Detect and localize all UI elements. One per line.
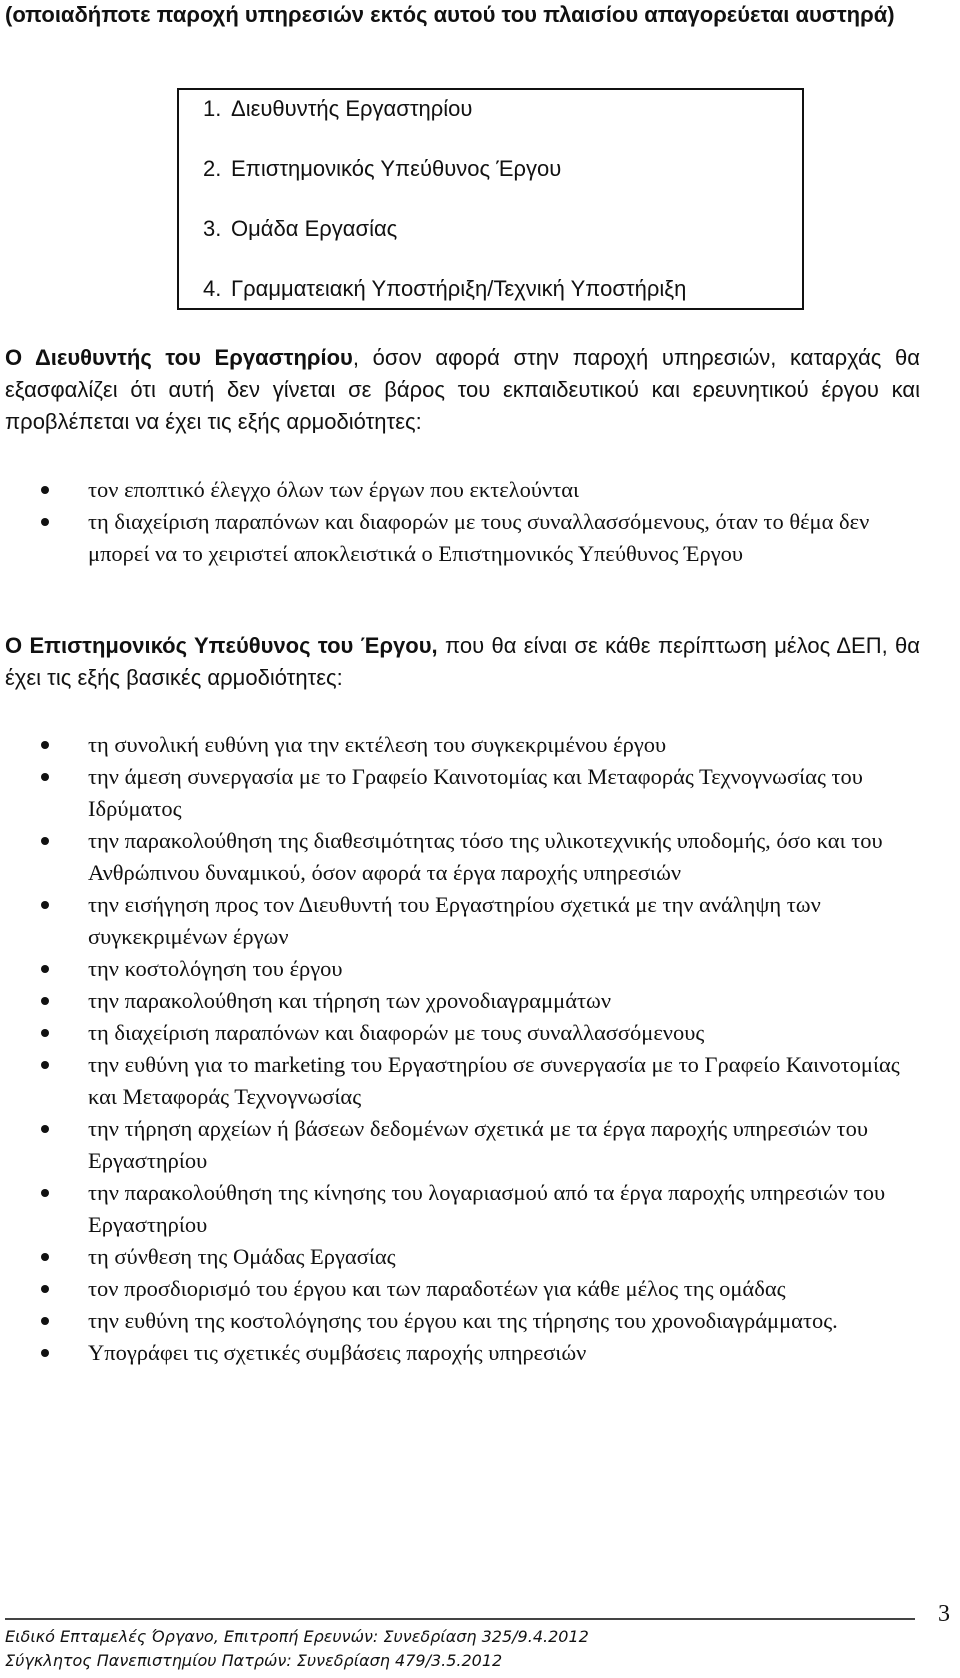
role-number: 4. (203, 276, 222, 301)
footer-line-2: Σύγκλητος Πανεπιστημίου Πατρών: Συνεδρίαση 479/3.5.2012 (5, 1651, 503, 1670)
scientific-lead-duties-list (0, 729, 930, 1369)
role-label: Ομάδα Εργασίας (231, 216, 398, 241)
bullet-icon (41, 1061, 49, 1069)
bullet-icon (41, 518, 49, 526)
list-item: τη διαχείριση παραπόνων και διαφορών με τους συναλλασσόμενους, όταν το θέμα δεν μπορεί να το χειριστεί αποκλειστικά ο Επιστημονικός Υπεύθυνος Έργου (0, 506, 930, 570)
bullet-icon (41, 837, 49, 845)
bullet-icon (41, 1253, 49, 1261)
list-item: τη σύνθεση της Ομάδας Εργασίας (0, 1241, 930, 1273)
list-item: την παρακολούθηση της κίνησης του λογαριασμού από τα έργα παροχής υπηρεσιών του Εργαστηρίου (0, 1177, 930, 1241)
director-text: , όσον αφορά στην παροχή υπηρεσιών, καταρχάς θα εξασφαλίζει ότι αυτή δεν γίνεται σε βάρος του εκπαιδευτικού και ερευνητικού έργου και προβλέπεται να έχει τις εξής αρμοδιότητες: (5, 345, 921, 434)
role-item (203, 276, 686, 302)
list-item: την ευθύνη της κοστολόγησης του έργου και της τήρησης του χρονοδιαγράμματος. (0, 1305, 930, 1337)
role-label: Γραμματειακή Υποστήριξη/Τεχνική Υποστήριξη (231, 276, 687, 301)
bullet-icon (41, 1189, 49, 1197)
bullet-icon (41, 486, 49, 494)
role-label: Επιστημονικός Υπεύθυνος Έργου (231, 156, 562, 181)
bullet-icon (41, 901, 49, 909)
list-item: τη διαχείριση παραπόνων και διαφορών με τους συναλλασσόμενους (0, 1017, 930, 1049)
intro-note: (οποιαδήποτε παροχή υπηρεσιών εκτός αυτού του πλαισίου απαγορεύεται αυστηρά) (5, 2, 895, 27)
list-item: Υπογράφει τις σχετικές συμβάσεις παροχής υπηρεσιών (0, 1337, 930, 1369)
bullet-icon (41, 1349, 49, 1357)
list-item: την κοστολόγηση του έργου (0, 953, 930, 985)
director-heading: Ο Διευθυντής του Εργαστηρίου (5, 345, 353, 370)
footer-divider (5, 1618, 915, 1620)
bullet-icon (41, 1029, 49, 1037)
bullet-icon (41, 1317, 49, 1325)
director-duties-list (0, 474, 930, 570)
list-item: τον εποπτικό έλεγχο όλων των έργων που εκτελούνται (0, 474, 930, 506)
scientific-lead-text: που θα είναι σε κάθε περίπτωση μέλος ΔΕΠ, θα έχει τις εξής βασικές αρμοδιότητες: (5, 633, 920, 690)
list-item: την άμεση συνεργασία με το Γραφείο Καινοτομίας και Μεταφοράς Τεχνογνωσίας του Ιδρύματος (0, 761, 930, 825)
list-item: την παρακολούθηση και τήρηση των χρονοδιαγραμμάτων (0, 985, 930, 1017)
role-item (203, 96, 472, 122)
role-number: 3. (203, 216, 222, 241)
role-number: 2. (203, 156, 222, 181)
bullet-icon (41, 773, 49, 781)
list-item: τη συνολική ευθύνη για την εκτέλεση του συγκεκριμένου έργου (0, 729, 930, 761)
list-item: την εισήγηση προς τον Διευθυντή του Εργαστηρίου σχετικά με την ανάληψη των συγκεκριμένων έργων (0, 889, 930, 953)
scientific-lead-paragraph (5, 630, 920, 694)
list-item: την τήρηση αρχείων ή βάσεων δεδομένων σχετικά με τα έργα παροχής υπηρεσιών του Εργαστηρίου (0, 1113, 930, 1177)
page-number: 3 (938, 1601, 950, 1627)
bullet-icon (41, 965, 49, 973)
bullet-icon (41, 997, 49, 1005)
role-item (203, 216, 397, 242)
bullet-icon (41, 741, 49, 749)
footer-line-1: Ειδικό Επταμελές Όργανο, Επιτροπή Ερευνών: Συνεδρίαση 325/9.4.2012 (5, 1627, 589, 1646)
role-item (203, 156, 561, 182)
director-paragraph (5, 342, 920, 438)
list-item: την παρακολούθηση της διαθεσιμότητας τόσο της υλικοτεχνικής υποδομής, όσο και του Ανθρώπινου δυναμικού, όσον αφορά τα έργα παροχής υπηρεσιών (0, 825, 930, 889)
list-item: την ευθύνη για το marketing του Εργαστηρίου σε συνεργασία με το Γραφείο Καινοτομίας και Μεταφοράς Τεχνογνωσίας (0, 1049, 930, 1113)
bullet-icon (41, 1285, 49, 1293)
role-label: Διευθυντής Εργαστηρίου (231, 96, 473, 121)
scientific-lead-heading: Ο Επιστημονικός Υπεύθυνος του Έργου, (5, 633, 438, 658)
role-number: 1. (203, 96, 222, 121)
roles-box (177, 88, 804, 310)
bullet-icon (41, 1125, 49, 1133)
list-item: τον προσδιορισμό του έργου και των παραδοτέων για κάθε μέλος της ομάδας (0, 1273, 930, 1305)
